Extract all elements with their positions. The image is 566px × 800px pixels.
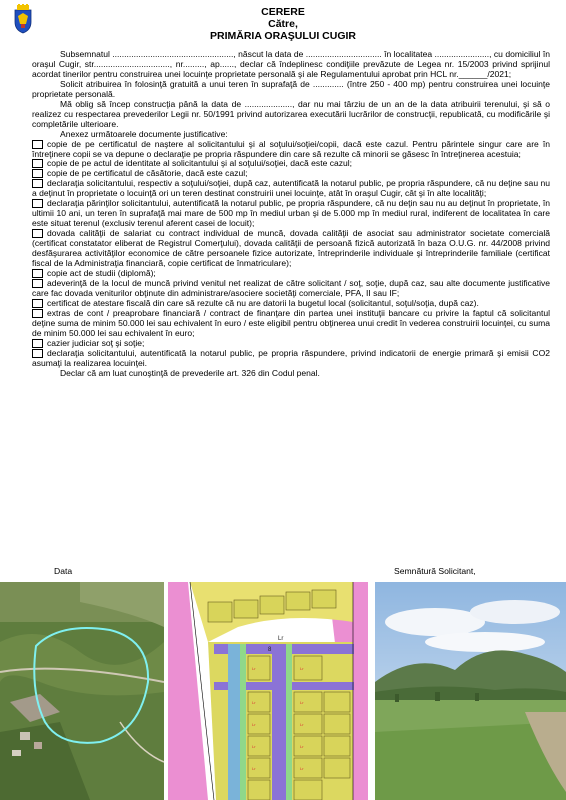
svg-text:Lr: Lr: [252, 700, 256, 705]
plan-block-label: 8: [268, 647, 272, 653]
penal-code-declaration: Declar că am luat cunoştinţă de prevederile art. 326 din Codul penal.: [60, 367, 320, 378]
document-item-text: extras de cont / preaprobare financiară / contract de finanţare din partea unei instituţii bancare cu privire la faptul că solicitantul deţine suma de minim 50.000 lei sau echivalent în euro / este eligibil pentru obţinerea unui credit în vederea construirii locuinţei, cu suma de minim 50.000 lei sau echivalent în euro;: [32, 307, 550, 338]
document-item: [32, 279, 550, 299]
svg-text:Lr: Lr: [300, 744, 304, 749]
document-item-text: declaraţia părinţilor solicitantului, autentificată la notarul public, pe propria răspundere, că nu deţin sau nu au deţinut în proprietate, în ultimii 10 ani, un teren în suprafaţă mai mare de 500 mp în mediul urban şi de 5.000 mp în mediul rural, indiferent de localitatea în care este situat terenul (exclusiv terenul aferent casei de locuit);: [32, 198, 550, 229]
document-checkbox[interactable]: [32, 169, 43, 178]
document-checkbox[interactable]: [32, 159, 43, 168]
svg-text:Lr: Lr: [300, 700, 304, 705]
document-checkbox[interactable]: [32, 309, 43, 318]
document-item: [32, 309, 550, 339]
document-item-text: copie de pe certificatul de naştere al solicitantului şi al soţului/soţiei/copii, dacă este cazul. Pentru părintele singur care are în întreţinere copii se va depune o declaraţie pe propria răspundere din care să rezulte că minorii se găsesc în întreţinerea acestuia;: [32, 138, 550, 159]
land-request: Solicit atribuirea în folosinţă gratuită a unui teren în suprafaţă de ............. (între 250 - 400 mp) pentru construirea unei locuinţe proprietate personală.: [32, 78, 550, 99]
plan-street-label: Lr: [278, 636, 284, 642]
document-title: CERERE: [261, 6, 305, 18]
svg-text:Lr: Lr: [252, 666, 256, 671]
date-label: Data: [54, 566, 73, 576]
recipient-name: PRIMĂRIA ORAŞULUI CUGIR: [209, 30, 357, 42]
document-checkbox[interactable]: [32, 279, 43, 288]
document-checkbox[interactable]: [32, 140, 43, 149]
document-item: [32, 179, 550, 199]
document-item-text: dovada calităţii de salariat cu contract individual de muncă, dovada calităţii de asociat sau administrator societate comercială (certificat constatator eliberat de Registrul Comerţului), dovada calităţii de persoană fizică autorizată în baza O.U.G. nr. 44/2008 privind desfăşurarea activităţilor economice de către persoanele fizice autorizate, întreprinderile individuale şi întreprinderile familiale (certificat fiscal de la Administraţia financiară, copie certificat de înmatriculare);: [32, 228, 550, 269]
document-checkbox[interactable]: [32, 299, 43, 308]
lot-plan-image: [168, 582, 368, 800]
document-item-text: declaraţia solicitantului, autentificată la notarul public, pe propria răspundere, privind indicatorii de energie primară şi emisii CO2 asumaţi la realizarea locuinţei.: [32, 347, 550, 368]
document-item: [32, 199, 550, 229]
document-item-text: certificat de atestare fiscală din care să rezulte că nu are datorii la bugetul local (solicitantul, soţul/soţia, după caz).: [47, 297, 479, 308]
addressee-label: Către,: [268, 18, 298, 30]
svg-text:Lr: Lr: [252, 766, 256, 771]
document-checkbox[interactable]: [32, 349, 43, 358]
document-item: [32, 349, 550, 369]
satellite-map-image: [0, 582, 164, 800]
document-item-text: copie de pe actul de identitate al solicitantului şi al soţului/soţiei, dacă este cazul;: [47, 158, 353, 169]
document-checkbox[interactable]: [32, 339, 43, 348]
document-item-text: copie de pe certificatul de căsătorie, dacă este cazul;: [47, 168, 248, 179]
attachments-intro: Anexez următoarele documente justificative:: [60, 128, 228, 139]
svg-text:Lr: Lr: [300, 766, 304, 771]
document-item: [32, 140, 550, 160]
document-checkbox[interactable]: [32, 179, 43, 188]
svg-text:Lr: Lr: [252, 744, 256, 749]
construction-commitment: Mă oblig să încep construcţia până la data de ...................., dar nu mai târziu de un an de la data atribuirii terenului, şi să o realizez cu respectarea prevederilor Legii nr. 50/1991 privind autorizarea executării lucrărilor de construcţii, republicată, cu modificările şi completările ulterioare.: [32, 98, 550, 129]
document-item-text: adeverinţă de la locul de muncă privind venitul net realizat de către solicitant / soţ, soţie, după caz, sau alte documente justificative care fac dovada veniturilor obţinute din administrare/asociere societăţi comerciale, PFA, II sau IF;: [32, 277, 550, 298]
signature-label: Semnătură Solicitant,: [394, 566, 476, 576]
document-item-text: declaraţia solicitantului, respectiv a soţului/soţiei, după caz, autentificată la notarul public, pe propria răspundere, că nu deţine sau nu a deţinut în proprietate o locuinţă ori un teren destinat construirii unei locuinţe, atât în oraşul Cugir, cât şi în alte localităţi;: [32, 178, 550, 199]
document-checkbox[interactable]: [32, 269, 43, 278]
site-landscape-photo: [375, 582, 566, 800]
application-body: [32, 50, 550, 378]
svg-text:Lr: Lr: [252, 722, 256, 727]
applicant-declaration: Subsemnatul ..................................................., născut la data de ................................ în localitatea ......................., cu domiciliul în oraşul Cugir, str................................, nr........., ap......, declar că îndeplinesc condiţiile prevăzute de Legea nr. 15/2003 privind sprijinul acordat tinerilor pentru construirea unei locuinţe proprietate personală şi ale Regulamentului aprobat prin HCL nr.______/2021;: [32, 49, 550, 79]
document-item-text: copie act de studii (diplomă);: [47, 267, 156, 278]
svg-text:Lr: Lr: [300, 722, 304, 727]
document-checkbox[interactable]: [32, 229, 43, 238]
document-item: [32, 229, 550, 269]
document-checkbox[interactable]: [32, 199, 43, 208]
document-header: [0, 6, 566, 42]
site-photos: [0, 582, 566, 800]
document-item-text: cazier judiciar soţ şi soţie;: [47, 337, 145, 348]
svg-text:Lr: Lr: [300, 666, 304, 671]
